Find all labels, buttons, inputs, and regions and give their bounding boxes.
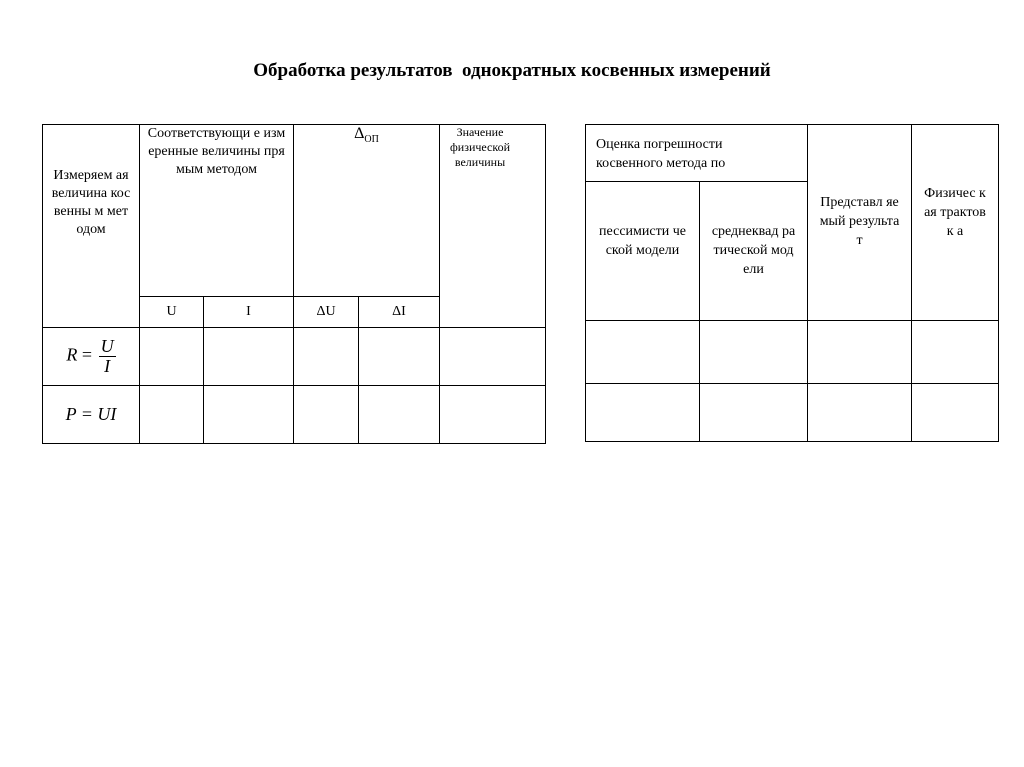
table-row [43,386,546,444]
subheader-delta-u: ΔU [294,297,359,328]
fraction-denominator: I [104,356,111,376]
header-delta-op [294,125,440,297]
table-cell [700,321,808,384]
error-estimate-table [585,124,999,442]
page-title: Обработка результатов однократных косвенных измерений [253,60,771,81]
subheader-rms-model: среднеквад ратической модели [700,182,808,321]
table-cell [440,386,546,444]
table-cell [294,328,359,386]
header-measured-quantity: Измеряем ая величина косвенны м методом [43,125,140,328]
header-presented-result: Представл яемый результат [808,125,912,321]
delta-symbol: Δ [354,125,365,142]
table-cell [912,321,999,384]
formula-resistance: R = $\frac{U}{I}$ [43,328,140,386]
table-cell [294,386,359,444]
table-cell [359,386,440,444]
table-cell [359,328,440,386]
table-cell [140,328,204,386]
subheader-pessimistic-model: пессимисти ческой модели [586,182,700,321]
delta-subscript: ОП [364,134,379,146]
table-cell [140,386,204,444]
table-cell [700,384,808,442]
header-physical-interpretation: Физичес кая трактовк а [912,125,999,321]
table-cell [204,328,294,386]
table-row [43,328,546,386]
table-cell [204,386,294,444]
formula-power: P = UI [43,386,140,444]
table-cell [912,384,999,442]
header-error-estimate: Оценка погрешности косвенного метода по [586,125,808,182]
header-physical-value: Значение физической величины [440,125,546,328]
header-direct-quantities: Соответствующи е измеренные величины прямым методом [140,125,294,297]
fraction-numerator: U [100,336,114,356]
table-cell [808,384,912,442]
table-cell [808,321,912,384]
table-row [586,384,999,442]
subheader-delta-i: ΔI [359,297,440,328]
table-cell [586,321,700,384]
table-cell [586,384,700,442]
subheader-i: I [204,297,294,328]
table-row [586,321,999,384]
subheader-u: U [140,297,204,328]
indirect-measurements-table [42,124,546,444]
table-cell [440,328,546,386]
